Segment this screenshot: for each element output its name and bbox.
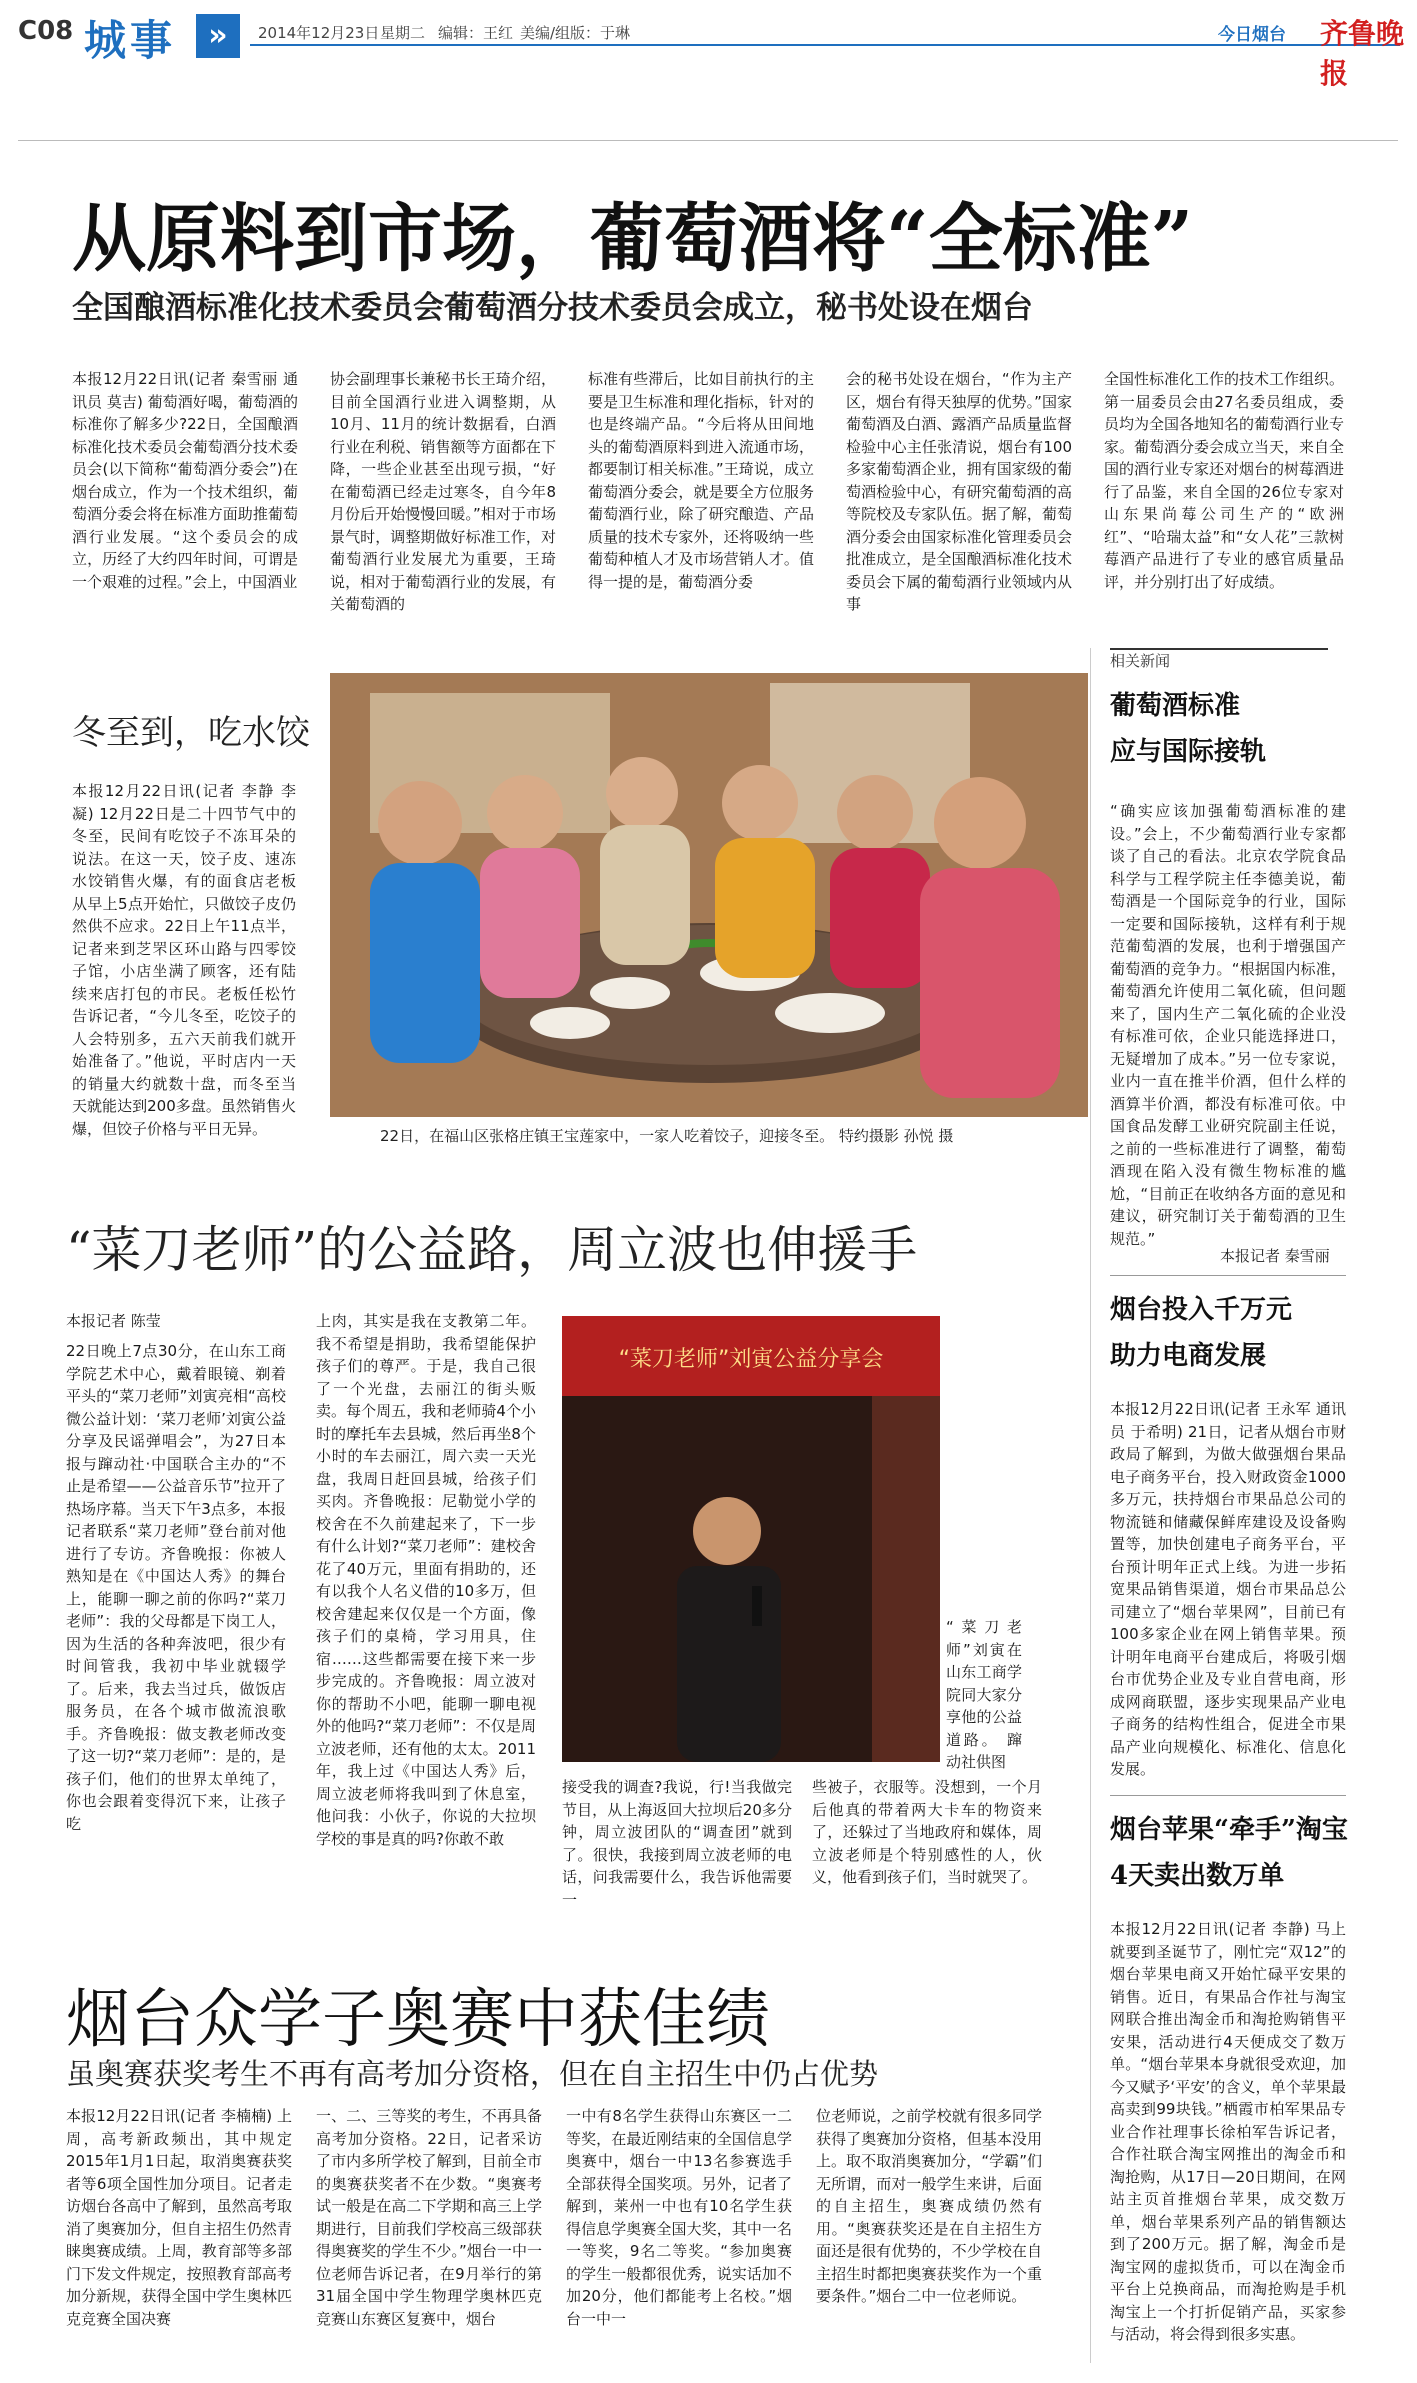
sidebar-body-2: 本报12月22日讯(记者 王永军 通讯员 于希明) 21日，记者从烟台市财政局了解到，为做大做强烟台果品电子商务平台，投入财政资金1000多万元，扶持烟台市果品总公司的物流链和储藏保鲜库建设及设备购置等，加快创建电子商务平台，平台预计明年正式上线。为进一步拓宽果品销售渠道，烟台市果品总公司建立了“烟台苹果网”，目前已有100多家企业在网上销售苹果。预计明年电商平台建成后，将吸引烟台市优势企业及专业自营电商，形成网商联盟，逐步实现果品产业电子商务的结构性组合，促进全市果品产业向规模化、标准化、信息化发展。 (1110, 1400, 1346, 1778)
designer-credit: 美编/组版：于琳 (520, 24, 631, 42)
sidebar-author-1: 本报记者 秦雪丽 (1220, 1247, 1330, 1265)
lead-column-5: 全国性标准化工作的技术工作组织。第一届委员会由27名委员组成，委员均为全国各地知名的葡萄酒行业专家。葡萄酒分委会成立当天，来自全国的酒行业专家还对烟台的树莓酒进行了品鉴，来自全国的26位专家对山东果尚莓公司生产的“欧洲红”、“哈瑞太益”和“女人花”三款树莓酒产品进行了专业的感官质量品评，并分别打出了好成绩。 (1104, 370, 1345, 591)
issue-date: 2014年12月23日 (258, 24, 380, 42)
family-dinner-illustration (330, 673, 1088, 1117)
teacher-column-3: 接受我的调查?我说，行!当我做完节目，从上海返回大拉坝后20多分钟，周立波团队的“调查团”就到了。很快，我接到周立波老师的电话，问我需要什么，我告诉他需要一 (562, 1778, 792, 1909)
lead-column-4: 会的秘书处设在烟台，“作为主产区，烟台有得天独厚的优势。”国家葡萄酒及白酒、露酒产品质量监督检验中心主任张清说，烟台有100多家葡萄酒企业，拥有国家级的葡萄酒检验中心，有研究葡萄酒的高等院校及专家队伍。据了解，葡萄酒分委会由国家标准化管理委员会批准成立，是全国酿酒标准化技术委员会下属的葡萄酒行业领域内从事 (846, 370, 1072, 613)
olympiad-headline: 烟台众学子奥赛中获佳绩 (66, 1983, 770, 2057)
teacher-stage-illustration (562, 1316, 940, 1762)
issue-weekday: 星期二 (380, 24, 426, 42)
related-news-tag: 相关新闻 (1110, 648, 1328, 676)
olympiad-subheadline: 虽奥赛获奖考生不再有高考加分资格，但在自主招生中仍占优势 (66, 2057, 879, 2091)
teacher-photo (562, 1316, 940, 1762)
teacher-headline: “菜刀老师”的公益路，周立波也伸援手 (66, 1221, 918, 1279)
lead-column-1: 本报12月22日讯(记者 秦雪丽 通讯员 莫吉) 葡萄酒好喝，葡萄酒的标准你了解多少?22日，全国酿酒标准化技术委员会葡萄酒分技术委员会(以下简称“葡萄酒分委会”)在烟台成立，作为一个技术组织，葡萄酒分委会将在标准方面助推葡萄酒行业发展。“这个委员会的成立，历经了大约四年时间，可谓是一个艰难的过程。”会上，中国酒业 (72, 370, 298, 591)
lead-subheadline: 全国酿酒标准化技术委员会葡萄酒分技术委员会成立，秘书处设在烟台 (72, 290, 1033, 326)
sidebar-vertical-rule (1090, 648, 1091, 2363)
page-number: C08 (18, 16, 74, 46)
olympiad-column-1: 本报12月22日讯(记者 李楠楠) 上周，高考新政频出，其中规定2015年1月1日起，取消奥赛获奖者等6项全国性加分项目。记者走访烟台各高中了解到，虽然高考取消了奥赛加分，但自主招生仍然青睐奥赛成绩。上周，教育部等多部门下发文件规定，按照教育部高考加分新规，获得全国中学生奥林匹克竞赛全国决赛 (66, 2107, 292, 2328)
teacher-author: 本报记者 陈莹 (66, 1312, 161, 1330)
editor-credit: 编辑：王红 (438, 24, 514, 42)
olympiad-column-3: 一中有8名学生获得山东赛区一二等奖，在最近刚结束的全国信息学奥赛中，烟台一中13名参赛选手全部获得全国奖项。另外，记者了解到，莱州一中也有10名学生获得信息学奥赛全国大奖，其中一名一等奖，9名二等奖。“参加奥赛的学生一般都很优秀，说实话加不加20分，他们都能考上名校。”烟台一中一 (566, 2107, 792, 2328)
sidebar-divider-1 (1110, 1275, 1346, 1276)
newspaper-logo: 齐鲁晚报 (1320, 17, 1405, 90)
dumplings-photo-caption: 22日，在福山区张格庄镇王宝莲家中，一家人吃着饺子，迎接冬至。 特约摄影 孙悦 摄 (380, 1127, 954, 1145)
sidebar-body-3: 本报12月22日讯(记者 李静) 马上就要到圣诞节了，刚忙完“双12”的烟台苹果电商又开始忙碌平安果的销售。近日，有果品合作社与淘宝网联合推出淘金币和淘抢购销售平安果，活动进行4天便成交了数万单。“烟台苹果本身就很受欢迎，加今又赋予‘平安’的含义，单个苹果最高卖到99块钱。”栖霞市柏军果品专业合作社理事长徐柏军告诉记者，合作社联合淘宝网推出的淘金币和淘抢购，从17日—20日期间，在网站主页首推烟台苹果，成交数万单，烟台苹果系列产品的销售额达到了200万元。据了解，淘金币是淘宝网的虚拟货币，可以在淘金币平台上兑换商品，而淘抢购是手机淘宝上一个打折促销产品，买家参与活动，将会得到很多实惠。 (1110, 1920, 1346, 2343)
lead-column-3: 标准有些滞后，比如目前执行的主要是卫生标准和理化指标，针对的也是终端产品。“今后将从田间地头的葡萄酒原料到进入流通市场，都要制订相关标准。”王琦说，成立葡萄酒分委会，就是要全方位服务葡萄酒行业，除了研究酿造、产品质量的技术专家外，还将吸纳一些葡萄种植人才及市场营销人才。值得一提的是，葡萄酒分委 (588, 370, 814, 591)
teacher-photo-caption: “菜刀老师”刘寅在山东工商学院同大家分享他的公益道路。 蹿动社供图 (946, 1618, 1022, 1771)
sidebar-body-1: “确实应该加强葡萄酒标准的建设。”会上，不少葡萄酒行业专家都谈了自己的看法。北京农学院食品科学与工程学院主任李德美说，葡萄酒是一个国际竞争的行业，国际一定要和国际接轨，这样有利于规范葡萄酒的发展，也利于增强国产葡萄酒的竞争力。“根据国内标准，葡萄酒允许使用二氧化硫，但问题来了，国内生产二氧化硫的企业没有标准可依，企业只能选择进口，无疑增加了成本。”另一位专家说，业内一直在推半价酒，但什么样的酒算半价酒，都没有标准可依。中国食品发酵工业研究院副主任说，之前的一些标准进行了调整，葡萄酒现在陷入没有微生物标准的尴尬，“目前正在收纳各方面的意见和建议，研究制订关于葡萄酒的卫生规范。” (1110, 802, 1346, 1248)
sidebar-title-3b: 4天卖出数万单 (1110, 1861, 1285, 1891)
lead-column-2: 协会副理事长兼秘书长王琦介绍，目前全国酒行业进入调整期，从10月、11月的统计数据看，白酒行业在利税、销售额等方面都在下降，一些企业甚至出现亏损，“好在葡萄酒已经走过寒冬，自今年8月份后开始慢慢回暖。”相对于市场景气时，调整期做好标准工作，对葡萄酒行业发展尤为重要，王琦说，相对于葡萄酒行业的发展，有关葡萄酒的 (330, 370, 556, 613)
lead-headline: 从原料到市场，葡萄酒将“全标准” (72, 196, 1194, 282)
sidebar-title-2b: 助力电商发展 (1110, 1341, 1267, 1371)
edition-name: 今日烟台 (1218, 25, 1286, 45)
sidebar-title-1b: 应与国际接轨 (1110, 737, 1267, 767)
olympiad-column-2: 一、二、三等奖的考生，不再具备高考加分资格。22日，记者采访了市内多所学校了解到，目前全市的奥赛获奖者不在少数。“奥赛考试一般是在高二下学期和高三上学期进行，目前我们学校高三级部获得奥赛奖的学生不少。”烟台一中一位老师告诉记者，在9月举行的第31届全国中学生物理学奥林匹克竞赛山东赛区复赛中，烟台 (316, 2107, 542, 2328)
sidebar-title-3a: 烟台苹果“牵手”淘宝 (1110, 1815, 1348, 1845)
teacher-column-2: 上肉，其实是我在支教第二年。我不希望是捐助，我希望能保护孩子们的尊严。于是，我自己很了一个光盘，去丽江的街头贩卖。每个周五，我和老师骑4个小时的摩托车去县城，然后再坐8个小时的车去丽江，周六卖一天光盘，我周日赶回县城，给孩子们买肉。齐鲁晚报：尼勒觉小学的校舍在不久前建起来了，下一步有什么计划?“菜刀老师”：建校舍花了40万元，里面有捐助的，还有以我个人名义借的10多万，但校舍建起来仅仅是一个方面，像孩子们的桌椅，学习用具，住宿……这些都需要在接下来一步步完成的。齐鲁晚报：周立波对你的帮助不小吧，能聊一聊电视外的他吗?“菜刀老师”：不仅是周立波老师，还有他的太太。2011年，我上过《中国达人秀》后，周立波老师将我叫到了休息室，他问我：小伙子，你说的大拉坝学校的事是真的吗?你敢不敢 (316, 1312, 536, 1848)
teacher-column-4: 些被子，衣服等。没想到，一个月后他真的带着两大卡车的物资来了，还躲过了当地政府和媒体，周立波老师是个特别感性的人，伙义，他看到孩子们，当时就哭了。 (812, 1778, 1042, 1886)
section-arrow-icon: » (196, 14, 240, 58)
dumplings-body: 本报12月22日讯(记者 李静 李凝) 12月22日是二十四节气中的冬至，民间有吃饺子不冻耳朵的说法。在这一天，饺子皮、速冻水饺销售火爆，有的面食店老板从早上5点开始忙，只做饺子皮仍然供不应求。22日上午11点半，记者来到芝罘区环山路与四零饺子馆，小店坐满了顾客，还有陆续来店打包的市民。老板任松竹告诉记者，“今儿冬至，吃饺子的人会特别多，五六天前我们就开始准备了。”他说，平时店内一天的销量大约就数十盘，而冬至当天就能达到200多盘。虽然销售火爆，但饺子价格与平日无异。 (72, 782, 296, 1138)
dumplings-photo (330, 673, 1088, 1117)
olympiad-column-4: 位老师说，之前学校就有很多同学获得了奥赛加分资格，但基本没用上。取不取消奥赛加分，“学霸”们无所谓，而对一般学生来讲，后面的自主招生，奥赛成绩仍然有用。“奥赛获奖还是在自主招生方面还是很有优势的，不少学校在自主招生时都把奥赛获奖作为一个重要条件。”烟台二中一位老师说。 (816, 2107, 1042, 2305)
dumplings-headline: 冬至到，吃水饺 (72, 713, 310, 753)
top-divider (18, 140, 1398, 141)
sidebar-divider-2 (1110, 1795, 1346, 1796)
sidebar-title-1a: 葡萄酒标准 (1110, 691, 1241, 721)
section-name: 城事 (84, 16, 177, 65)
photo-banner-text: “菜刀老师”刘寅公益分享会 (618, 1347, 884, 1372)
sidebar-title-2a: 烟台投入千万元 (1110, 1295, 1293, 1325)
teacher-column-1: 22日晚上7点30分，在山东工商学院艺术中心，戴着眼镜、剃着平头的“菜刀老师”刘寅亮相“高校微公益计划：‘菜刀老师’刘寅公益分享及民谣弹唱会”，为27日本报与蹿动社·中国联合主办的“不止是希望——公益音乐节”拉开了热场序幕。当天下午3点多，本报记者联系“菜刀老师”登台前对他进行了专访。齐鲁晚报：你被人熟知是在《中国达人秀》的舞台上，能聊一聊之前的你吗?“菜刀老师”：我的父母都是下岗工人，因为生活的各种奔波吧，很少有时间管我，我初中毕业就辍学了。后来，我去当过兵，做饭店服务员，在各个城市做流浪歌手。齐鲁晚报：做支教老师改变了这一切?“菜刀老师”：是的，是孩子们，他们的世界太单纯了，你也会跟着变得沉下来，让孩子吃 (66, 1342, 286, 1833)
